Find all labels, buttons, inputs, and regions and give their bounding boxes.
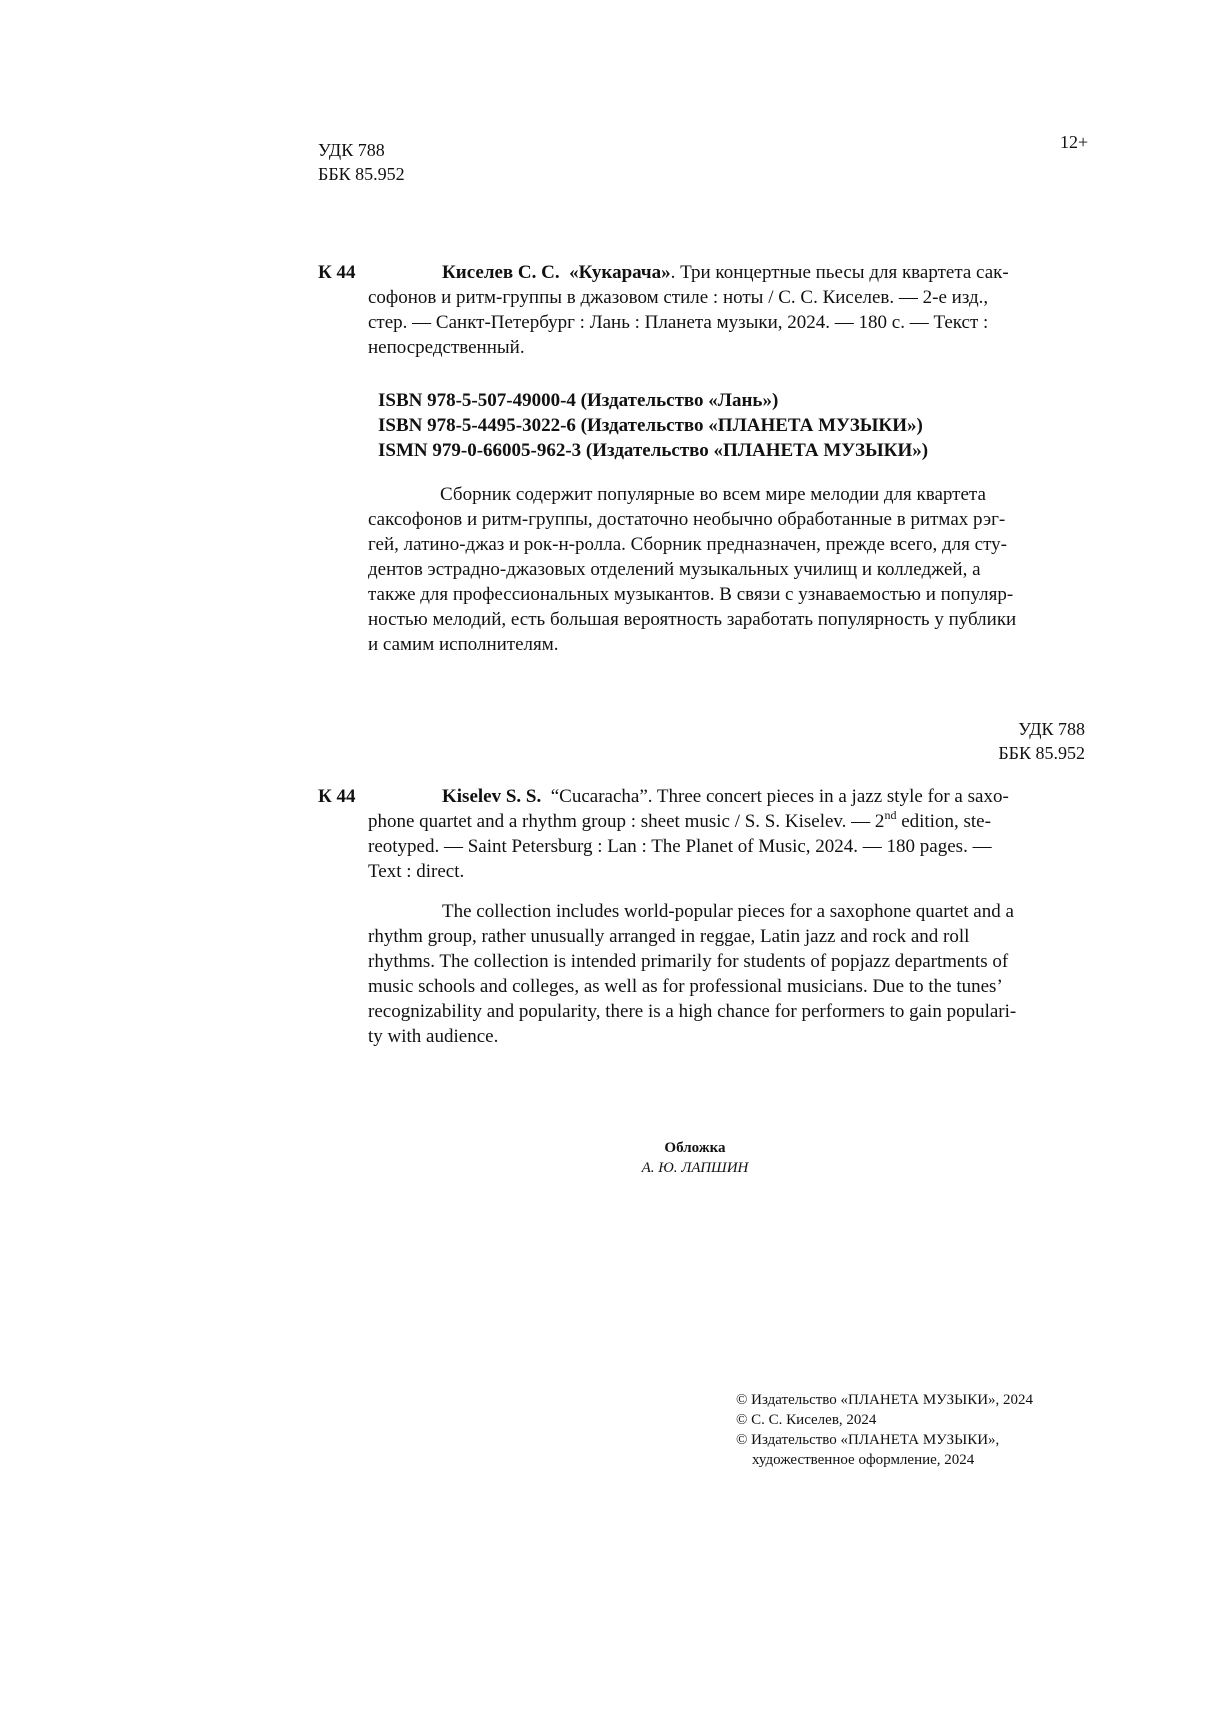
record-line-2: софонов и ритм-группы в джазовом стиле : ноты / С. С. Киселев. — 2-е изд.,	[368, 287, 989, 308]
isbn-block	[378, 388, 928, 463]
record-en-line-1: “Cucaracha”. Three concert pieces in a jazz style for a saxo-	[550, 786, 1009, 807]
author-mark-ru: К 44	[318, 262, 356, 283]
abstract-ru-line: дентов эстрадно-джазовых отделений музыкальных училищ и колледжей, а	[368, 559, 981, 580]
abstract-en-line: recognizability and popularity, there is a high chance for performers to gain populari-	[368, 1001, 1017, 1022]
abstract-en	[368, 899, 1086, 1049]
udk-code-en: УДК 788	[1018, 719, 1085, 739]
record-en-line-2a: phone quartet and a rhythm group : sheet music / S. S. Kiselev. — 2	[368, 811, 885, 832]
ismn-planet: ISMN 979-0-66005-962-3 (Издательство «ПЛАНЕТА МУЗЫКИ»)	[378, 440, 929, 461]
abstract-en-line: rhythm group, rather unusually arranged in reggae, Latin jazz and rock and roll	[368, 926, 970, 947]
udk-code: УДК 788	[318, 140, 385, 160]
copyright-line: художественное оформление, 2024	[752, 1452, 975, 1468]
record-line-1: . Три концертные пьесы для квартета сак-	[670, 262, 1009, 283]
top-classification	[318, 138, 405, 186]
ordinal-suffix: nd	[884, 807, 897, 822]
abstract-en-line: The collection includes world-popular pieces for a saxophone quartet and a	[442, 901, 1014, 922]
isbn-lan: ISBN 978-5-507-49000-4 (Издательство «Лань»)	[378, 390, 779, 411]
abstract-ru-line: Сборник содержит популярные во всем мире мелодии для квартета	[440, 484, 986, 505]
record-en-line-3: reotyped. — Saint Petersburg : Lan : The Planet of Music, 2024. — 180 pages. —	[368, 836, 992, 857]
author-mark-en: К 44	[318, 786, 356, 807]
mid-classification	[998, 717, 1085, 765]
abstract-ru-line: ностью мелодий, есть большая вероятность заработать популярность у публики	[368, 609, 1017, 630]
bbk-code-en: ББК 85.952	[998, 743, 1085, 763]
author-en: Kiselev S. S.	[442, 786, 542, 807]
cover-designer: А. Ю. ЛАПШИН	[641, 1160, 749, 1176]
abstract-en-line: music schools and colleges, as well as for professional musicians. Due to the tunes’	[368, 976, 1003, 997]
abstract-ru-line: и самим исполнителям.	[368, 634, 559, 655]
copyright-line: © Издательство «ПЛАНЕТА МУЗЫКИ», 2024	[736, 1392, 1034, 1408]
record-line-3: стер. — Санкт-Петербург : Лань : Планета музыки, 2024. — 180 с. — Текст :	[368, 312, 989, 333]
author-ru: Киселев С. С.	[442, 262, 560, 283]
abstract-ru-line: гей, латино-джаз и рок-н-ролла. Сборник предназначен, прежде всего, для сту-	[368, 534, 1007, 555]
record-en-line-2b: edition, ste-	[896, 811, 991, 832]
abstract-ru	[368, 482, 1086, 657]
bbk-code: ББК 85.952	[318, 164, 405, 184]
abstract-ru-line: также для профессиональных музыкантов. В связи с узнаваемостью и популяр-	[368, 584, 1014, 605]
isbn-planet: ISBN 978-5-4495-3022-6 (Издательство «ПЛАНЕТА МУЗЫКИ»)	[378, 415, 923, 436]
bibliographic-record-en	[368, 784, 1086, 884]
copyright-block	[736, 1390, 1033, 1470]
abstract-en-line: rhythms. The collection is intended primarily for students of popjazz departments of	[368, 951, 1009, 972]
copyright-line: © Издательство «ПЛАНЕТА МУЗЫКИ»,	[736, 1432, 1000, 1448]
abstract-en-line: ty with audience.	[368, 1026, 499, 1047]
cover-credit	[560, 1138, 830, 1178]
age-rating: 12+	[1060, 132, 1089, 152]
abstract-ru-line: саксофонов и ритм-группы, достаточно необычно обработанные в ритмах рэг-	[368, 509, 1006, 530]
cover-label: Обложка	[664, 1140, 726, 1156]
copyright-line: © С. С. Киселев, 2024	[736, 1412, 877, 1428]
record-line-4: непосредственный.	[368, 337, 525, 358]
record-en-line-4: Text : direct.	[368, 861, 465, 882]
bibliographic-record-ru	[368, 260, 1086, 360]
title-ru: «Кукарача»	[569, 262, 671, 283]
